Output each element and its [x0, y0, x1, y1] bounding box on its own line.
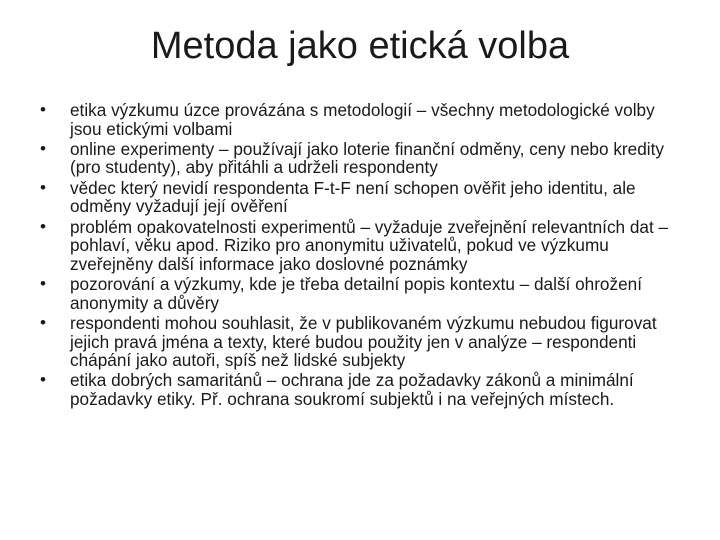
bullet-item: • vědec který nevidí respondenta F-t-F není schopen ověřit jeho identitu, ale odměny vyžadují její ověření — [40, 179, 680, 216]
bullet-item: • etika výzkumu úzce provázána s metodologií – všechny metodologické volby jsou etickými volbami — [40, 101, 680, 138]
bullet-item: • etika dobrých samaritánů – ochrana jde za požadavky zákonů a minimální požadavky etiky. Př. ochrana soukromí subjektů i na veřejných místech. — [40, 371, 680, 408]
bullet-item: • problém opakovatelnosti experimentů – vyžaduje zveřejnění relevantních dat – pohlaví, věku apod. Riziko pro anonymitu uživatelů, pokud ve výzkumu zveřejněny další informace jako doslovné poznámky — [40, 218, 680, 274]
slide-title: Metoda jako etická volba — [150, 25, 570, 67]
bullet-list — [40, 101, 680, 410]
bullet-item: • respondenti mohou souhlasit, že v publikovaném výzkumu nebudou figurovat jejich pravá jména a texty, které budou použity jen v analýze – respondenti chápání jako autoři, spíš než lidské subjekty — [40, 314, 680, 370]
bullet-item: • pozorování a výzkumy, kde je třeba detailní popis kontextu – další ohrožení anonymity a důvěry — [40, 275, 680, 312]
bullet-item: • online experimenty – používají jako loterie finanční odměny, ceny nebo kredity (pro studenty), aby přitáhli a udrželi respondenty — [40, 140, 680, 177]
